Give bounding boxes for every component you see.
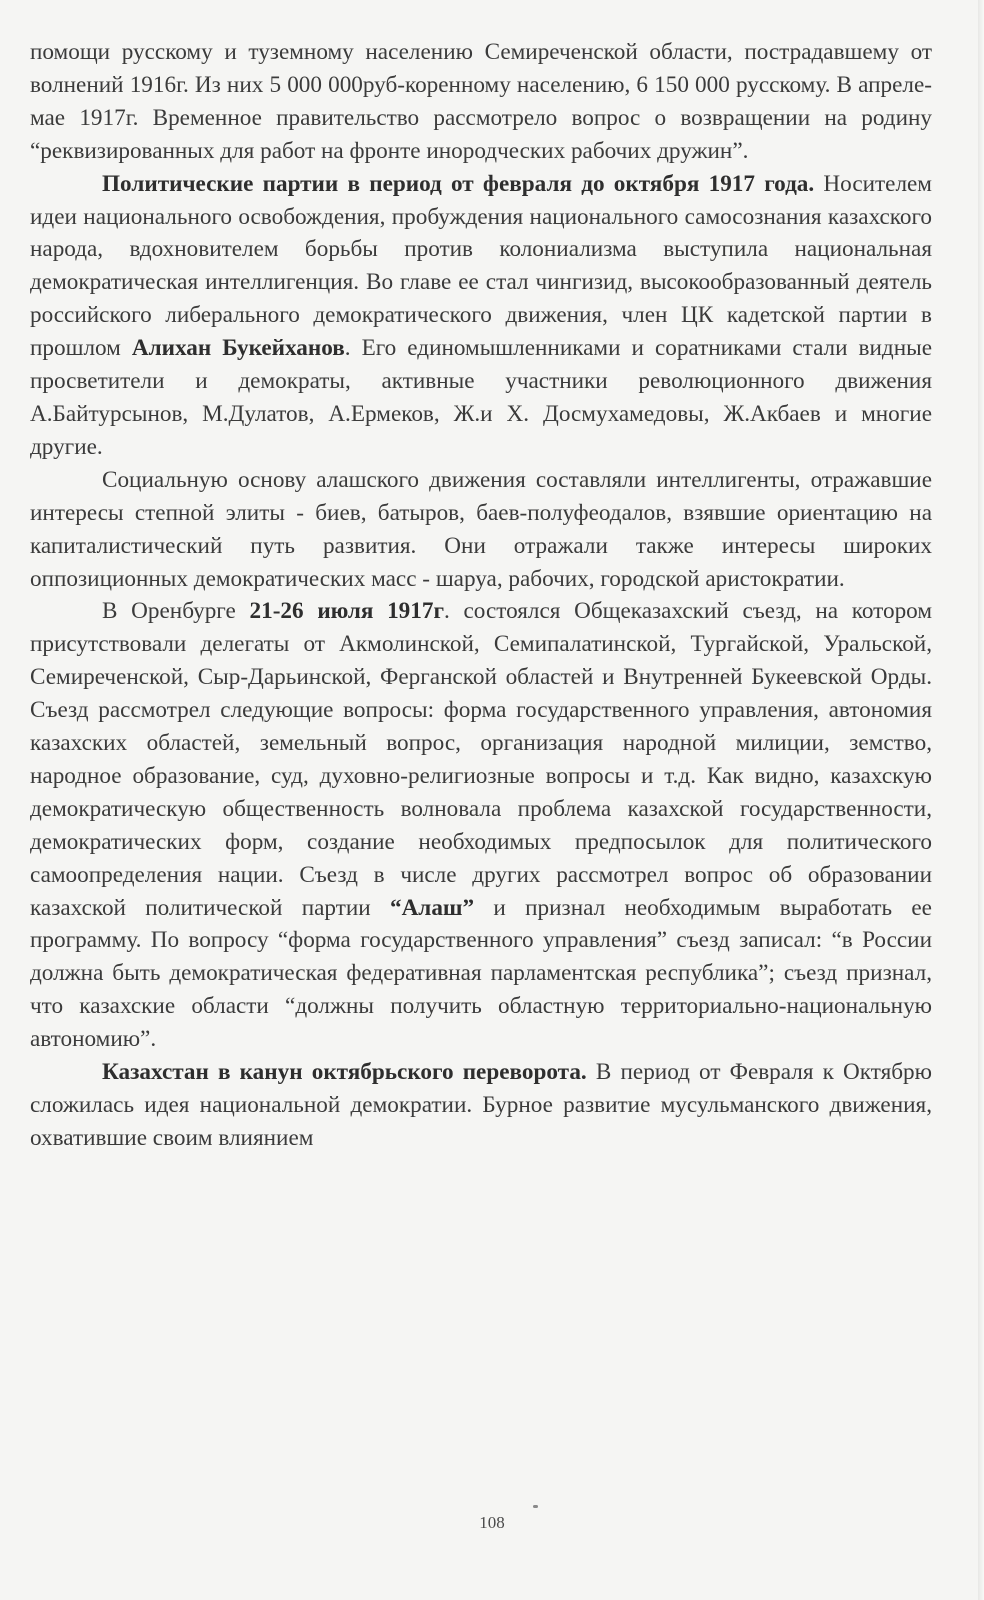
bold-text: Алихан Букейханов	[131, 335, 345, 362]
text-run: В Оренбурге	[102, 598, 250, 625]
paragraph	[30, 595, 932, 1056]
text-run: . Его единомышленниками и соратниками стали видные просветители и демократы, активные участники революционного движения А.Байтурсынов, М.Дулатов, А.Ермеков, Ж.и Х. Досмухамедовы, Ж.Акбаев и многие другие.	[30, 335, 932, 460]
bold-text: Казахстан в канун октябрьского переворота.	[102, 1059, 587, 1086]
text-run: . состоялся Общеказахский съезд, на котором присутствовали делегаты от Акмолинской, Семипалатинской, Тургайской, Уральской, Семиреченской, Сыр-Дарьинской, Ферганской областей и Внутренней Букеевской Орды. Съезд рассмотрел следующие вопросы: форма государственного управления, автономия казахских областей, земельный вопрос, организация народной милиции, земство, народное образование, суд, духовно-религиозные вопросы и т.д. Как видно, казахскую демократическую общественность волновала проблема казахской государственности, демократических форм, создание необходимых предпосылок для политического самоопределения нации. Съезд в числе других рассмотрел вопрос об образовании казахской политической партии	[30, 598, 932, 921]
page-edge	[978, 0, 984, 1600]
text-run: В период от Февраля к Октябрю сложилась идея национальной демократии. Бурное развитие мусульманского движения, охватившие своим влиянием	[30, 1059, 932, 1151]
page-number: 108	[479, 1513, 505, 1532]
text-run: Социальную основу алашского движения составляли интеллигенты, отражавшие интересы степной элиты - биев, батыров, баев-полуфеодалов, взявшие ориентацию на капиталистический путь развития. Они отражали также интересы широких оппозиционных демократических масс - шаруа, рабочих, городской аристократии.	[30, 466, 932, 592]
text-run: и признал необходимым выработать ее программу. По вопросу “форма государственного управления” съезд записал: “в России должна быть демократическая федеративная парламентская республика”; съезд признал, что казахские области “должны получить областную территориально-национальную автономию”.	[30, 894, 932, 1053]
scan-speck	[533, 1505, 538, 1508]
paragraph	[30, 1056, 932, 1155]
paragraph	[30, 168, 932, 464]
text-run: Носителем идеи национального освобождения, пробуждения национального самосознания казахского народа, вдохновителем борьбы против колониализма выступила национальная демократическая интеллигенция. Во главе ее стал чингизид, высокообразованный деятель российского либерального демократического движения, член ЦК кадетской партии в прошлом	[30, 170, 932, 362]
bold-text: “Алаш”	[389, 894, 475, 921]
paragraph	[30, 464, 932, 596]
text-run: помощи русскому и туземному населению Семиреченской области, пострадавшему от волнений 1916г. Из них 5 000 000руб-коренному населению, 6 150 000 русскому. В апреле-мае 1917г. Временное правительство рассмотрело вопрос о возвращении на родину “реквизированных для работ на фронте инородческих рабочих дружин”.	[30, 39, 932, 164]
bold-text: 21-26 июля 1917г	[249, 598, 444, 625]
body-text	[30, 36, 932, 1155]
bold-text: Политические партии в период от февраля до октября 1917 года.	[102, 170, 815, 197]
paragraph	[30, 36, 932, 168]
